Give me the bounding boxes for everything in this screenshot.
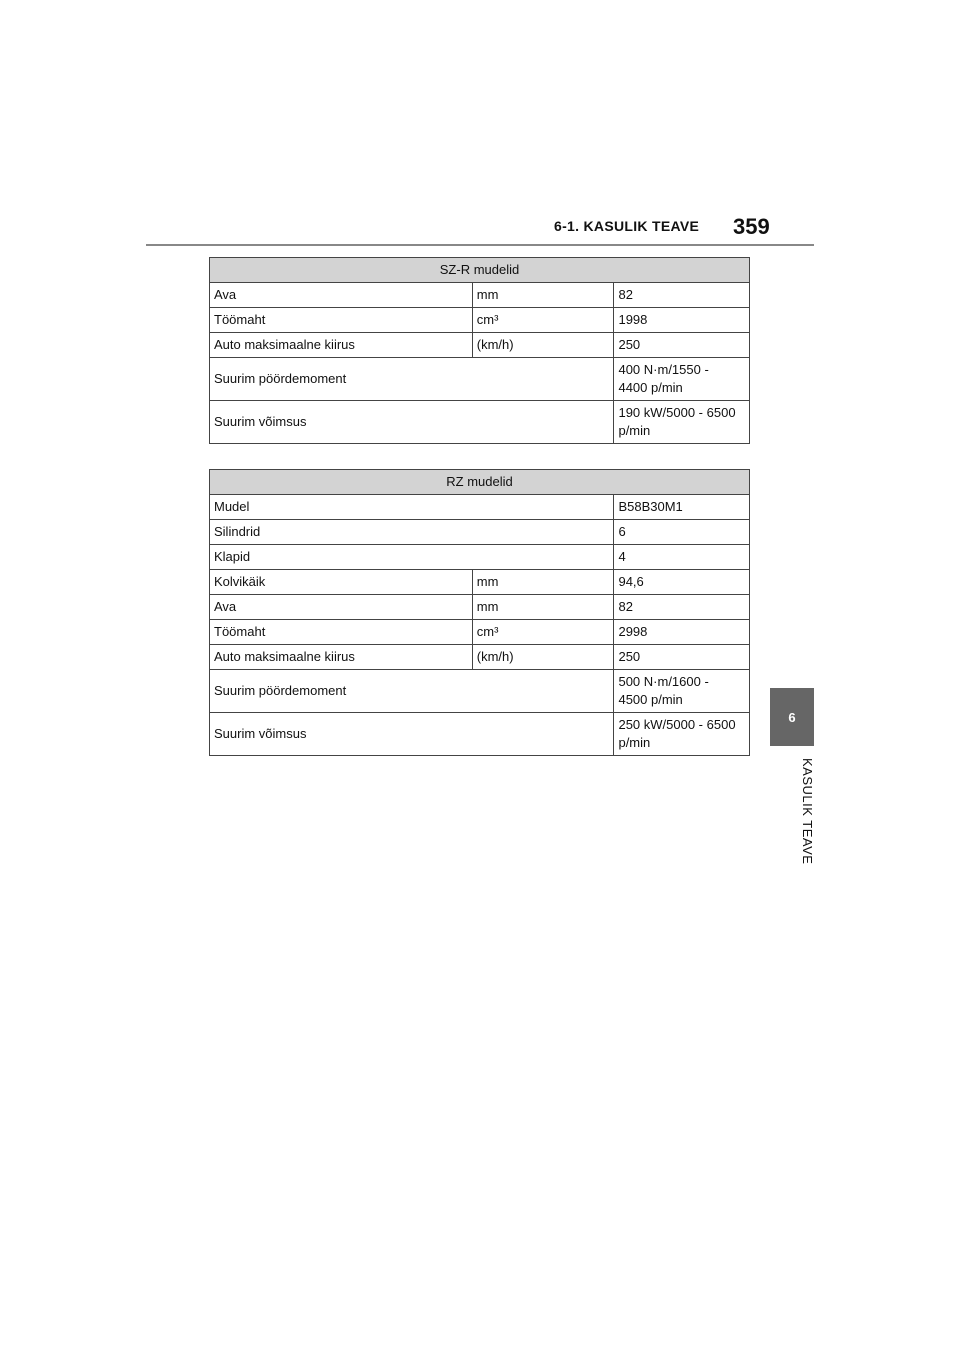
spec-label: Suurim võimsus (210, 401, 614, 444)
spec-value: 94,6 (614, 570, 750, 595)
szr-spec-table (209, 257, 750, 444)
spec-value: 4 (614, 545, 750, 570)
spec-label: Ava (210, 595, 473, 620)
spec-unit: cm³ (472, 620, 614, 645)
spec-value: 1998 (614, 308, 750, 333)
table-row (210, 308, 750, 333)
spec-unit: (km/h) (472, 333, 614, 358)
spec-label: Töömaht (210, 308, 473, 333)
table-row (210, 670, 750, 713)
table-row (210, 645, 750, 670)
spec-label: Mudel (210, 495, 614, 520)
spec-label: Auto maksimaalne kiirus (210, 645, 473, 670)
spec-value-line: 400 N·m/1550 - (618, 362, 709, 377)
spec-value-line: 500 N·m/1600 - (618, 674, 709, 689)
spec-label: Kolvikäik (210, 570, 473, 595)
spec-value: 82 (614, 595, 750, 620)
spec-value (614, 713, 750, 756)
spec-value: 2998 (614, 620, 750, 645)
spec-value-line: p/min (618, 735, 651, 750)
header-divider (146, 244, 814, 246)
spec-label: Ava (210, 283, 473, 308)
spec-value-line: p/min (618, 423, 651, 438)
spec-value: 250 (614, 333, 750, 358)
page-number: 359 (733, 214, 770, 239)
table-row (210, 520, 750, 545)
table-row (210, 713, 750, 756)
table-title: SZ-R mudelid (210, 258, 750, 283)
spec-unit: mm (472, 283, 614, 308)
spec-unit: cm³ (472, 308, 614, 333)
spec-value (614, 670, 750, 713)
table-row (210, 358, 750, 401)
chapter-tab[interactable] (770, 688, 814, 746)
spec-label: Auto maksimaalne kiirus (210, 333, 473, 358)
spec-label: Suurim võimsus (210, 713, 614, 756)
table-row (210, 495, 750, 520)
spec-label: Töömaht (210, 620, 473, 645)
chapter-number: 6 (788, 709, 796, 725)
table-row (210, 545, 750, 570)
spec-value-line: 4500 p/min (618, 692, 683, 707)
table-row (210, 401, 750, 444)
table-row (210, 595, 750, 620)
table-row (210, 620, 750, 645)
spec-unit: mm (472, 570, 614, 595)
rz-spec-table (209, 469, 750, 756)
spec-value-line: 190 kW/5000 - 6500 (618, 405, 736, 420)
table-row (210, 570, 750, 595)
spec-value: 250 (614, 645, 750, 670)
spec-unit: (km/h) (472, 645, 614, 670)
spec-label: Suurim pöördemoment (210, 358, 614, 401)
chapter-label: KASULIK TEAVE (800, 758, 815, 865)
table-row (210, 333, 750, 358)
spec-value (614, 401, 750, 444)
spec-label: Suurim pöördemoment (210, 670, 614, 713)
spec-label: Klapid (210, 545, 614, 570)
spec-value-line: 250 kW/5000 - 6500 (618, 717, 736, 732)
spec-value (614, 358, 750, 401)
spec-label: Silindrid (210, 520, 614, 545)
spec-value-line: 4400 p/min (618, 380, 683, 395)
spec-value: 6 (614, 520, 750, 545)
table-title: RZ mudelid (210, 470, 750, 495)
spec-unit: mm (472, 595, 614, 620)
spec-value: 82 (614, 283, 750, 308)
spec-value: B58B30M1 (614, 495, 750, 520)
table-row (210, 283, 750, 308)
section-title: 6-1. KASULIK TEAVE (554, 218, 700, 234)
